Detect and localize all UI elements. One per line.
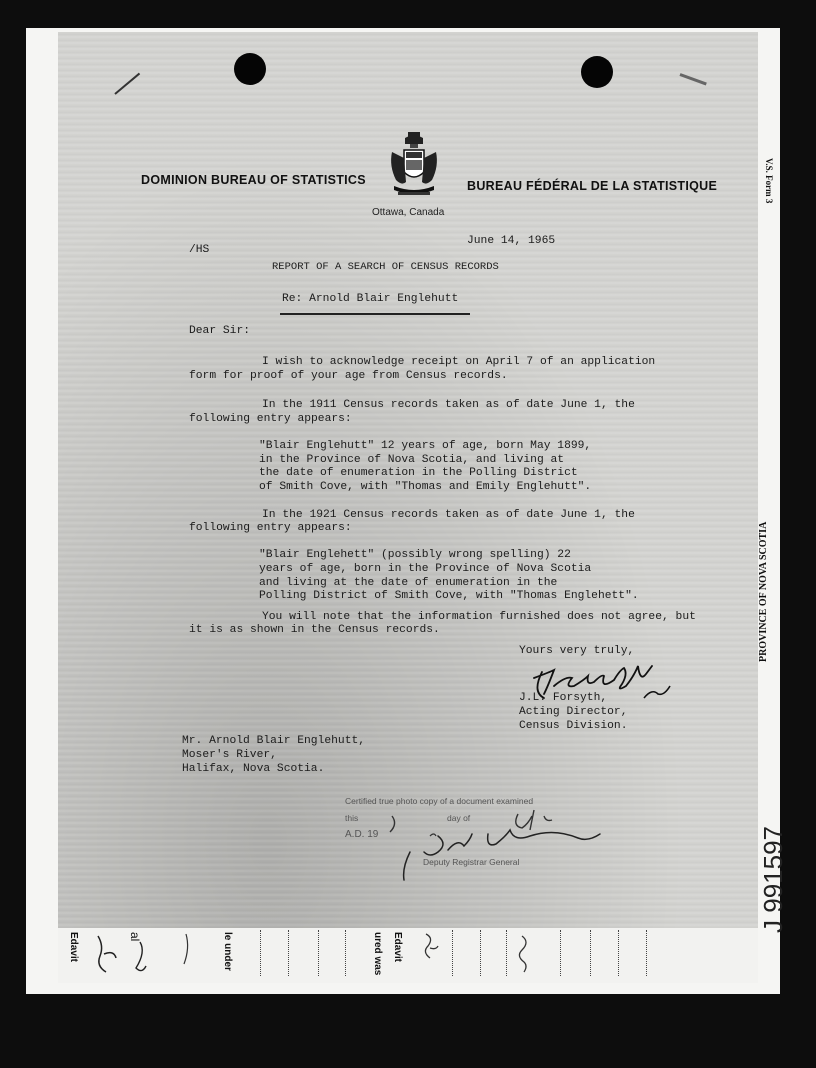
quote-2-line-4: Polling District of Smith Cove, with "Thomas Englehett".	[259, 590, 639, 602]
coat-of-arms-icon	[388, 128, 440, 200]
side-province-text: PROVINCE OF NOVA SCOTIA	[758, 521, 769, 662]
paragraph-4-line-1: You will note that the information furnished does not agree, but	[262, 611, 696, 623]
certification-line-1: Certified true photo copy of a document examined	[345, 796, 534, 806]
form-dotted-column	[560, 930, 561, 976]
re-line: Re: Arnold Blair Englehutt	[282, 293, 459, 305]
closing: Yours very truly,	[519, 645, 635, 657]
salutation: Dear Sir:	[189, 325, 251, 337]
certification-title: Deputy Registrar General	[423, 857, 520, 867]
form-column-label: ured was	[372, 932, 383, 976]
certification-this: this	[345, 813, 359, 823]
address-line-1: Mr. Arnold Blair Englehutt,	[182, 735, 366, 747]
city-line: Ottawa, Canada	[372, 207, 445, 218]
form-label: V.S. Form 3	[764, 158, 774, 204]
punch-hole-left	[234, 53, 266, 85]
paragraph-4-line-2: it is as shown in the Census records.	[189, 624, 440, 636]
letter-date: June 14, 1965	[467, 235, 556, 247]
quote-2-line-3: and living at the date of enumeration in the	[259, 577, 558, 589]
paragraph-2-line-1: In the 1911 Census records taken as of date June 1, the	[262, 399, 635, 411]
quote-1-line-2: in the Province of Nova Scotia, and living at	[259, 454, 565, 466]
form-column-label: Edavit	[68, 932, 79, 963]
quote-2-line-1: "Blair Englehett" (possibly wrong spelling) 22	[259, 549, 571, 561]
certification-handwriting	[368, 806, 618, 882]
address-line-2: Moser's River,	[182, 749, 277, 761]
paragraph-3-line-1: In the 1921 Census records taken as of date June 1, the	[262, 509, 635, 521]
quote-1-line-1: "Blair Englehutt" 12 years of age, born May 1899,	[259, 440, 592, 452]
quote-2-line-2: years of age, born in the Province of Nova Scotia	[259, 563, 592, 575]
form-handwriting	[90, 928, 550, 984]
address-line-3: Halifax, Nova Scotia.	[182, 763, 325, 775]
form-column-label: al	[128, 932, 142, 942]
form-dotted-column	[646, 930, 647, 976]
side-number: J 991597	[758, 826, 788, 933]
paragraph-2-line-2: following entry appears:	[189, 413, 352, 425]
certification-day-of: day of	[447, 813, 471, 823]
signer-title: Acting Director,	[519, 706, 628, 718]
certification-year: A.D. 19	[345, 829, 379, 840]
signer-division: Census Division.	[519, 720, 628, 732]
quote-1-line-4: of Smith Cove, with "Thomas and Emily Englehutt".	[259, 481, 592, 493]
form-column-label: le under	[222, 932, 233, 971]
form-dotted-column	[590, 930, 591, 976]
header-left: DOMINION BUREAU OF STATISTICS	[141, 173, 366, 187]
punch-hole-right	[581, 56, 613, 88]
paragraph-1-line-2: form for proof of your age from Census records.	[189, 370, 508, 382]
paragraph-3-line-2: following entry appears:	[189, 522, 352, 534]
report-title: REPORT OF A SEARCH OF CENSUS RECORDS	[272, 261, 499, 273]
form-dotted-column	[618, 930, 619, 976]
header-right: BUREAU FÉDÉRAL DE LA STATISTIQUE	[467, 179, 718, 193]
paragraph-1-line-1: I wish to acknowledge receipt on April 7 of an application	[262, 356, 656, 368]
quote-1-line-3: the date of enumeration in the Polling District	[259, 467, 578, 479]
signer-name: J.L. Forsyth,	[519, 692, 608, 704]
reference-code: /HS	[189, 244, 210, 256]
re-underline	[280, 313, 470, 315]
form-column-label: Edavit	[392, 932, 403, 963]
